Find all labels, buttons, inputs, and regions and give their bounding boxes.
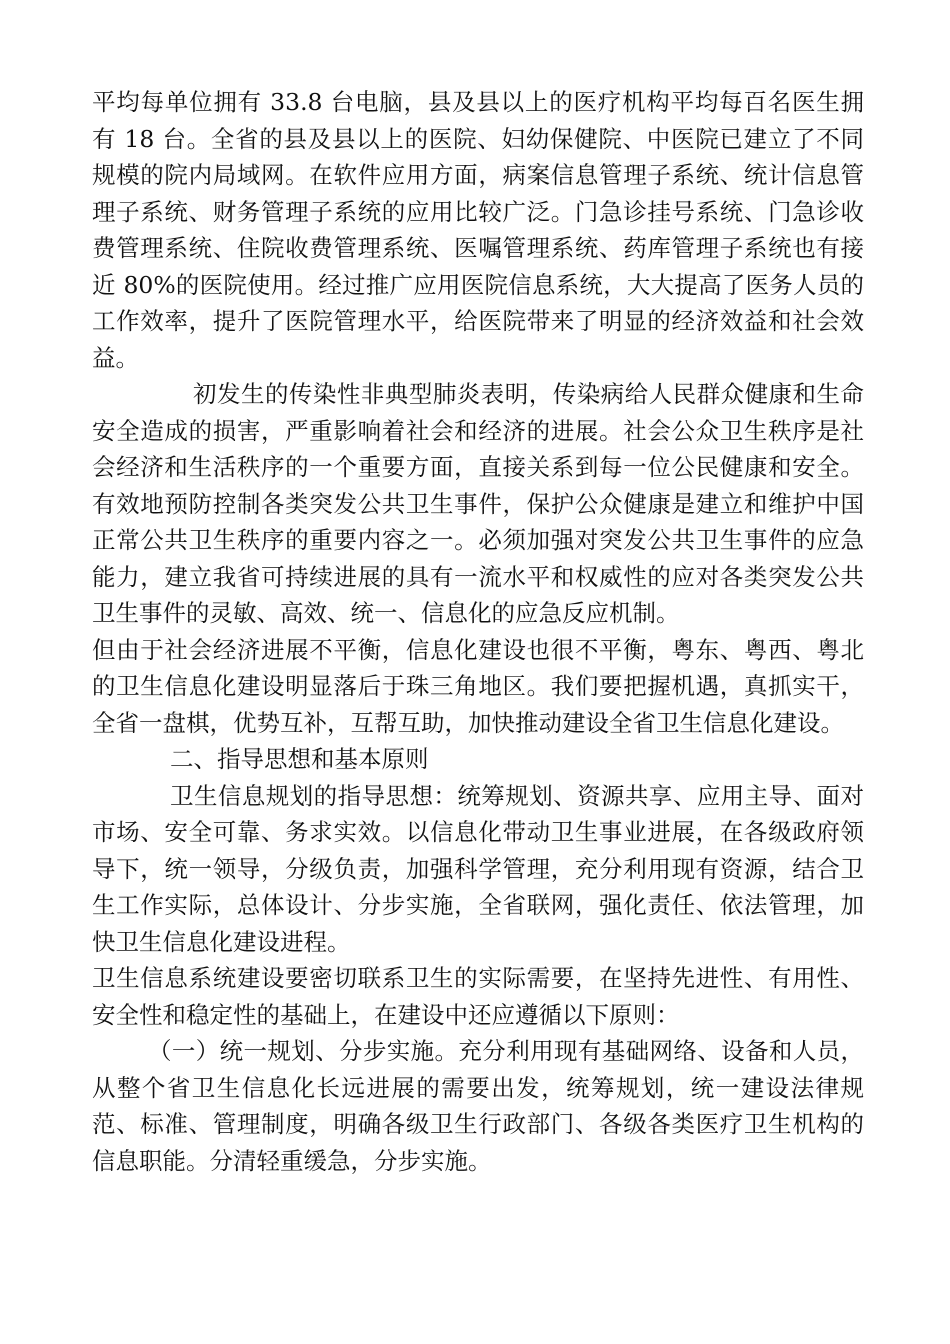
document-page bbox=[92, 84, 864, 1179]
paragraph-guiding-ideology: 卫生信息规划的指导思想：统筹规划、资源共享、应用主导、面对市场、安全可靠、务求实效。以信息化带动卫生事业进展，在各级政府领导下，统一领导，分级负责，加强科学管理，充分利用现有资源，结合卫生工作实际，总体设计、分步实施，全省联网，强化责任、依法管理，加快卫生信息化建设进程。 bbox=[92, 781, 864, 956]
paragraph-construction-principles-intro: 卫生信息系统建设要密切联系卫生的实际需要，在坚持先进性、有用性、安全性和稳定性的基础上，在建设中还应遵循以下原则： bbox=[92, 964, 864, 1029]
paragraph-hospital-it-status: 平均每单位拥有 33.8 台电脑，县及县以上的医疗机构平均每百名医生拥有 18 台。全省的县及县以上的医院、妇幼保健院、中医院已建立了不同规模的院内局域网。在软件应用方面，病案信息管理子系统、统计信息管理子系统、财务管理子系统的应用比较广泛。门急诊挂号系统、门急诊收费管理系统、住院收费管理系统、医嘱管理系统、药库管理子系统也有接近 80%的医院使用。经过推广应用医院信息系统，大大提高了医务人员的工作效率，提升了医院管理水平，给医院带来了明显的经济效益和社会效益。 bbox=[92, 88, 864, 372]
paragraph-principle-unified-planning: （一）统一规划、分步实施。充分利用现有基础网络、设备和人员，从整个省卫生信息化长远进展的需要出发，统筹规划，统一建设法律规范、标准、管理制度，明确各级卫生行政部门、各级各类医疗卫生机构的信息职能。分清轻重缓急，分步实施。 bbox=[92, 1037, 864, 1175]
section-heading-guiding-principles: 二、指导思想和基本原则 bbox=[170, 745, 429, 773]
paragraph-regional-imbalance: 但由于社会经济进展不平衡，信息化建设也很不平衡，粤东、粤西、粤北的卫生信息化建设明显落后于珠三角地区。我们要把握机遇，真抓实干，全省一盘棋，优势互补，互帮互助，加快推动建设全省卫生信息化建设。 bbox=[92, 635, 864, 737]
paragraph-public-health-emergency: 初发生的传染性非典型肺炎表明，传染病给人民群众健康和生命安全造成的损害，严重影响着社会和经济的进展。社会公众卫生秩序是社会经济和生活秩序的一个重要方面，直接关系到每一位公民健康和安全。有效地预防控制各类突发公共卫生事件，保护公众健康是建立和维护中国正常公共卫生秩序的重要内容之一。必须加强对突发公共卫生事件的应急能力，建立我省可持续进展的具有一流水平和权威性的应对各类突发公共卫生事件的灵敏、高效、统一、信息化的应急反应机制。 bbox=[92, 380, 864, 627]
